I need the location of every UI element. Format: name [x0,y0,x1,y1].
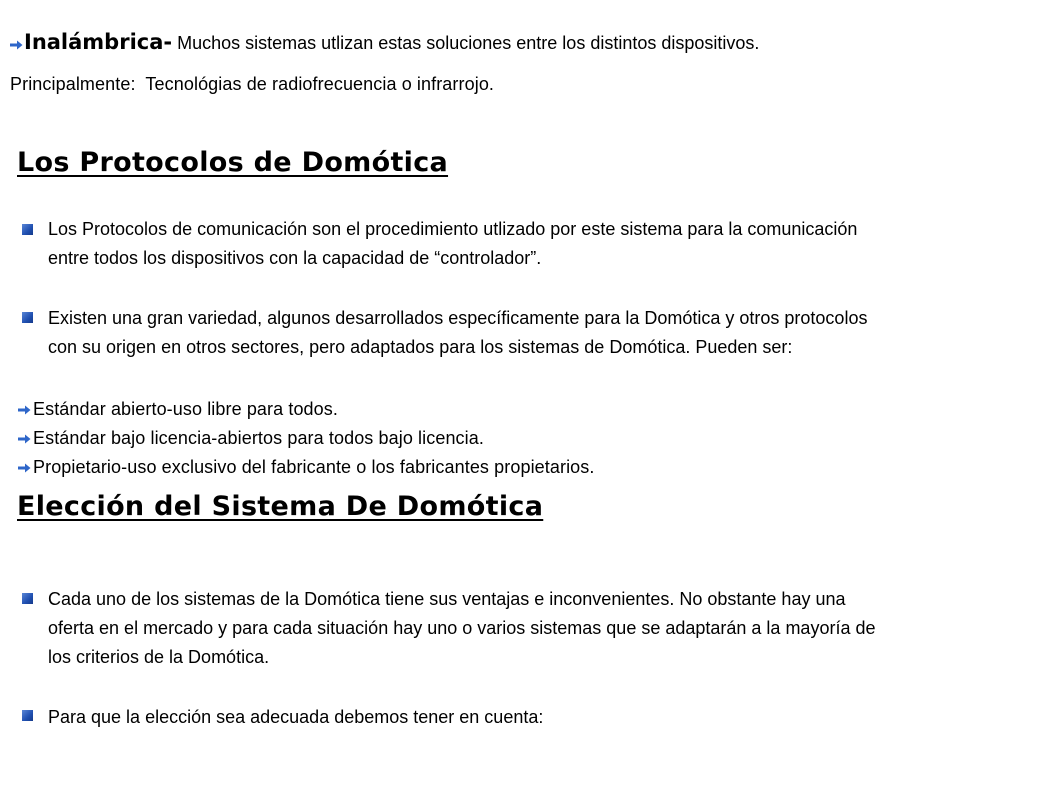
section2-bullet-1: Cada uno de los sistemas de la Domótica tiene sus ventajas e inconvenientes. No obstante hay una oferta en el mercado y para cada situación hay uno o varios sistemas que se adaptarán a la mayoría de los criterios de la Domótica. [48,589,876,667]
section1-bullet-2: Existen una gran variedad, algunos desarrollados específicamente para la Domótica y otros protocolos con su origen en otros sectores, pero adaptados para los sistemas de Domótica. Pueden ser: [48,308,868,357]
intro-line-1 [10,30,759,54]
square-bullet-icon [22,710,33,721]
section1-bullet-1: Los Protocolos de comunicación son el procedimiento utlizado por este sistema para la comunicación entre todos los dispositivos con la capacidad de “controlador”. [48,219,858,268]
section2-bullet-2: Para que la elección sea adecuada debemos tener en cuenta: [48,707,544,727]
intro-rest: Muchos sistemas utlizan estas soluciones entre los distintos dispositivos. [172,33,760,53]
arrow-icon [18,405,31,415]
square-bullet-icon [22,593,33,604]
intro-line-2: Principalmente: Tecnológias de radiofrecuencia o infrarrojo. [10,74,495,94]
sub-item: Propietario-uso exclusivo del fabricante o los fabricantes propietarios. [18,456,595,478]
section2-heading: Elección del Sistema De Domótica [17,491,544,522]
arrow-icon [10,40,23,50]
square-bullet-icon [22,312,33,323]
square-bullet-icon [22,224,33,235]
intro-dash: - [163,30,173,54]
sub-item: Estándar bajo licencia-abiertos para todos bajo licencia. [18,427,484,449]
arrow-icon [18,434,31,444]
intro-term: Inalámbrica [24,30,164,54]
arrow-icon [18,463,31,473]
section1-heading: Los Protocolos de Domótica [17,147,449,178]
sub-item: Estándar abierto-uso libre para todos. [18,398,338,420]
